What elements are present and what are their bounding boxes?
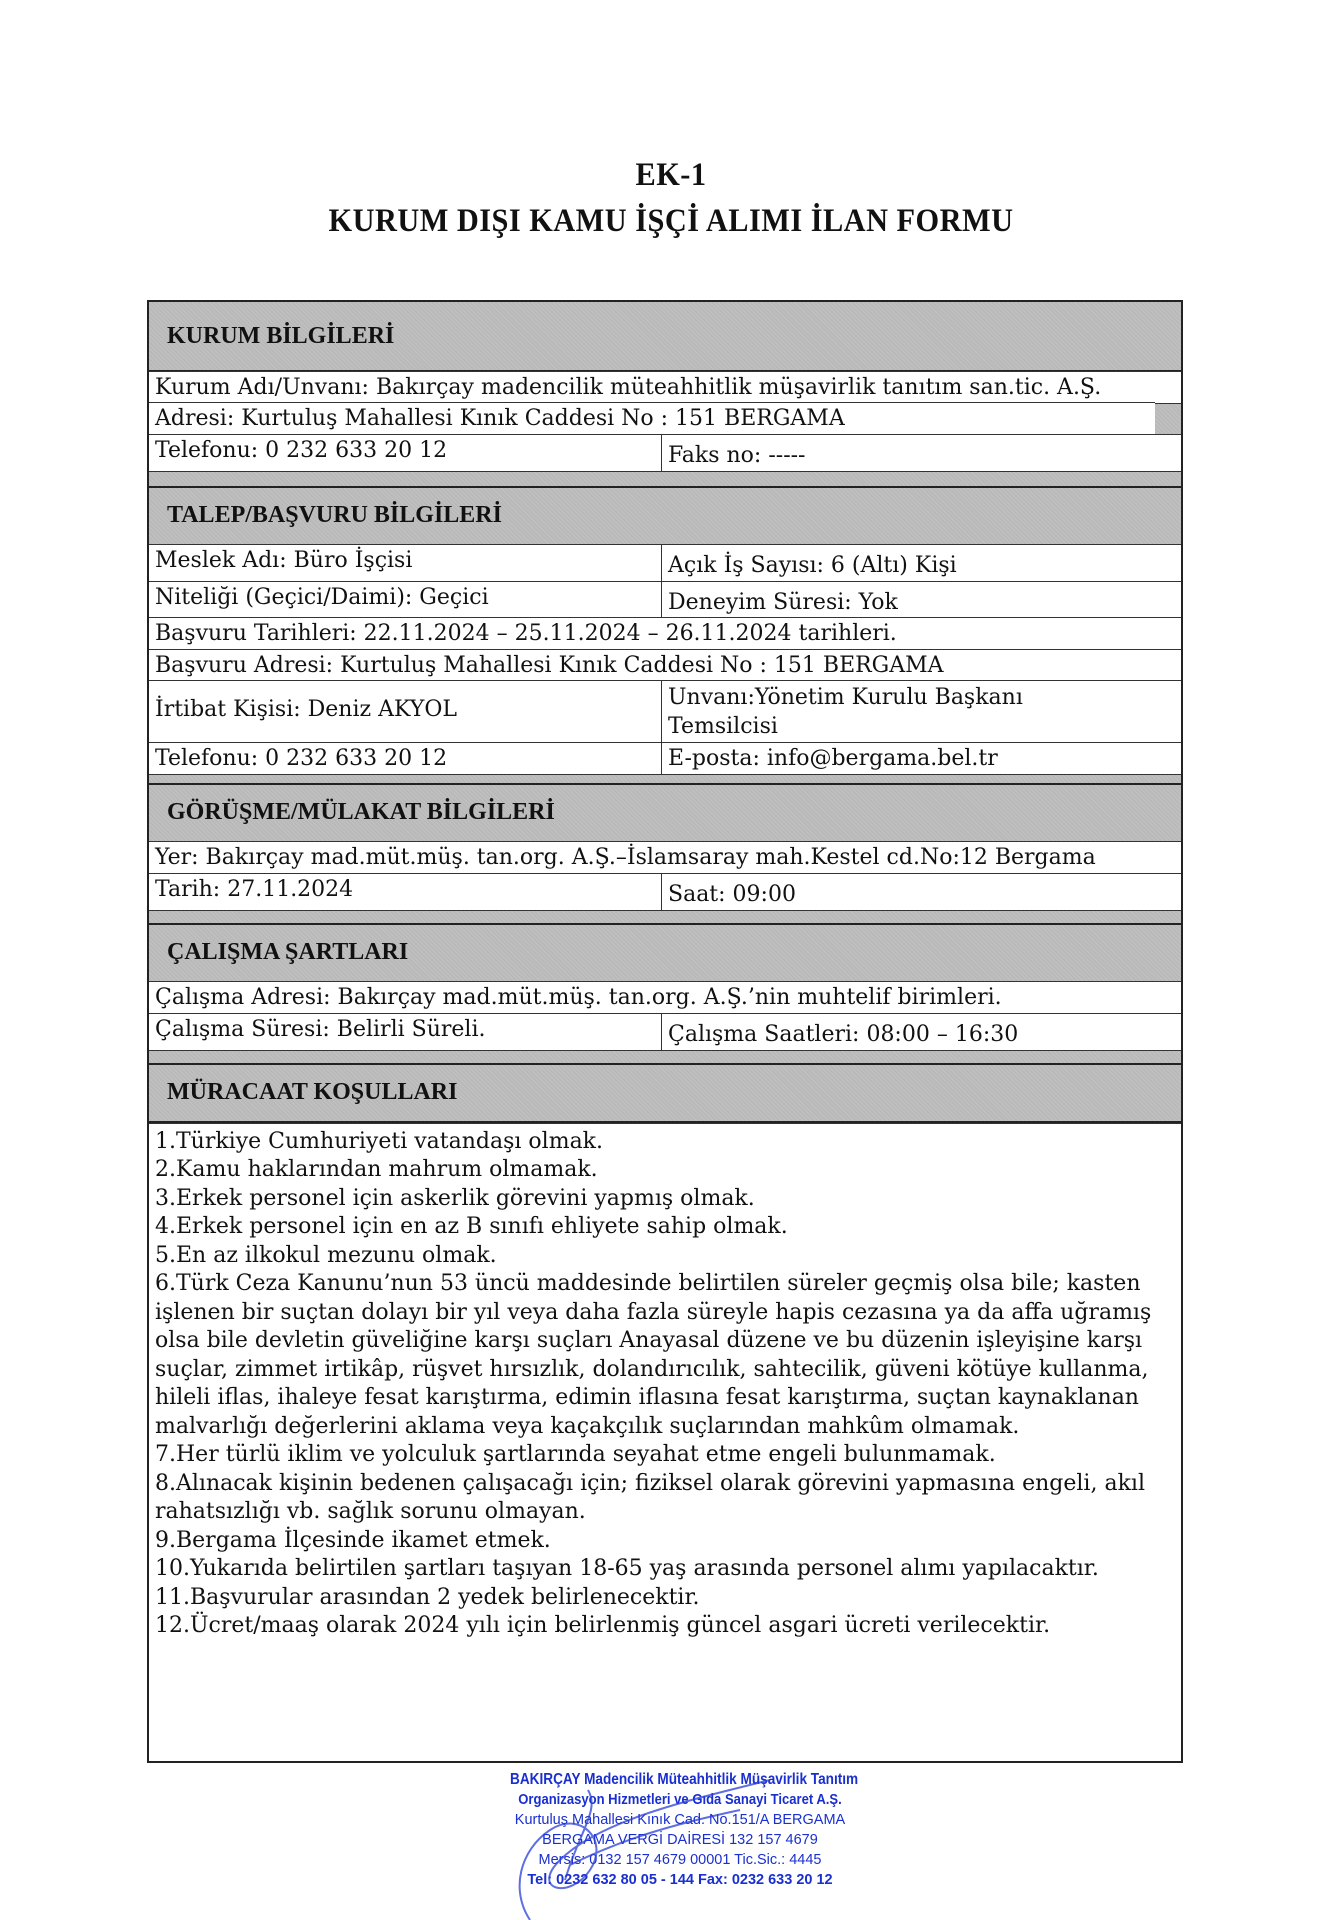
kurum-phone: Telefonu: 0 232 633 20 12 [149, 435, 662, 471]
contact-phone: Telefonu: 0 232 633 20 12 [149, 743, 662, 774]
condition-item: 3.Erkek personel için askerlik görevini yapmış olmak. [155, 1185, 755, 1211]
row-dates [149, 617, 1181, 650]
work-duration: Çalışma Süresi: Belirli Süreli. [149, 1014, 662, 1050]
condition-item: 7.Her türlü iklim ve yolculuk şartlarında seyahat etme engeli bulunmamak. [155, 1442, 996, 1467]
application-address: Başvuru Adresi: Kurtuluş Mahallesi Kınık Caddesi No : 151 BERGAMA [155, 652, 944, 678]
interview-date: Tarih: 27.11.2024 [149, 874, 662, 910]
section-muracaat [149, 1123, 1181, 1761]
row-nature [149, 581, 1181, 619]
kurum-fax: Faks no: ----- [668, 442, 806, 468]
row-interview-datetime [149, 873, 1181, 911]
section-kurum [149, 371, 1181, 486]
section-header-kurum: KURUM BİLGİLERİ [149, 302, 1181, 372]
section-talep [149, 544, 1181, 783]
section-header-talep: TALEP/BAŞVURU BİLGİLERİ [149, 486, 1181, 546]
condition-item: 1.Türkiye Cumhuriyeti vatandaşı olmak. [155, 1128, 604, 1154]
stamp-line-company-2: Organizasyon Hizmetleri ve Gıda Sanayi Ticaret A.Ş. [518, 1792, 842, 1808]
stamp-line-tax-office: BERGAMA VERGİ DAİRESİ 132 157 4679 [542, 1832, 818, 1848]
row-contact-person [149, 680, 1181, 743]
stamp-line-address: Kurtuluş Mahallesi Kınık Cad. No.151/A BERGAMA [514, 1812, 846, 1828]
condition-item: 11.Başvurular arasından 2 yedek belirlenecektir. [155, 1584, 700, 1610]
row-occupation [149, 544, 1181, 582]
stamp-line-company: BAKIRÇAY Madencilik Müteahhitlik Müşavirlik Tanıtım [510, 1771, 859, 1788]
document-title-block [0, 152, 1342, 244]
row-interview-place [149, 841, 1181, 874]
annex-label: EK-1 [635, 157, 707, 193]
condition-item: 10.Yukarıda belirtilen şartları taşıyan 18-65 yaş arasında personel alımı yapılacaktır. [155, 1556, 1099, 1581]
condition-item: 9.Bergama İlçesinde ikamet etmek. [155, 1527, 551, 1553]
work-hours: Çalışma Saatleri: 08:00 – 16:30 [668, 1021, 1019, 1047]
section-header-muracaat: MÜRACAAT KOŞULLARI [149, 1063, 1181, 1123]
open-positions: Açık İş Sayısı: 6 (Altı) Kişi [668, 553, 957, 578]
contact-title: Unvanı:Yönetim Kurulu Başkanı Temsilcisi [668, 685, 1023, 739]
application-dates: Başvuru Tarihleri: 22.11.2024 – 25.11.2024 – 26.11.2024 tarihleri. [155, 621, 897, 646]
section-header-calisma: ÇALIŞMA ŞARTLARI [149, 923, 1181, 983]
contact-person: İrtibat Kişisi: Deniz AKYOL [149, 681, 662, 742]
signature-stroke [520, 1780, 770, 1920]
experience: Deneyim Süresi: Yok [668, 589, 898, 615]
interview-time: Saat: 09:00 [668, 881, 796, 907]
section-calisma [149, 981, 1181, 1063]
page-title: KURUM DIŞI KAMU İŞÇİ ALIMI İLAN FORMU [328, 203, 1014, 239]
stamp-line-mersis: Mersis: 0132 157 4679 00001 Tic.Sic.: 4445 [538, 1852, 822, 1868]
condition-item: 8.Alınacak kişinin bedenen çalışacağı için; fiziksel olarak görevini yapmasına engeli, akıl rahatsızlığı vb. sağlık sorunu olmayan. [155, 1470, 1145, 1524]
job-posting-form [147, 300, 1183, 1763]
row-work-duration [149, 1013, 1181, 1051]
kurum-name: Kurum Adı/Unvanı: Bakırçay madencilik müteahhitlik müşavirlik tanıtım san.tic. A.Ş. [155, 374, 1102, 400]
row-kurum-contact [149, 434, 1181, 472]
condition-item: 4.Erkek personel için en az B sınıfı ehliyete sahip olmak. [155, 1214, 788, 1239]
condition-item: 12.Ücret/maaş olarak 2024 yılı için belirlenmiş güncel asgari ücreti verilecektir. [155, 1613, 1051, 1638]
interview-place: Yer: Bakırçay mad.müt.müş. tan.org. A.Ş.–İslamsaray mah.Kestel cd.No:12 Bergama [155, 845, 1096, 870]
row-kurum-address [149, 402, 1155, 435]
signature-mark [470, 1770, 830, 1920]
row-kurum-name [149, 371, 1181, 404]
occupation: Meslek Adı: Büro İşçisi [149, 545, 662, 581]
condition-item: 6.Türk Ceza Kanunu’nun 53 üncü maddesinde belirtilen süreler geçmiş olsa bile; kasten işlenen bir suçtan dolayı bir yıl veya daha fazla süreyle hapis cezasına ya da affa uğramış olsa bile devletin güveliğine karşı suçları Anayasal düzene ve bu düzenin işleyişine karşı suçlar, zimmet irtikâp, rüşvet hırsızlık, dolandırıcılık, sahtecilik, güveni kötüye kullanma, hileli iflas, ihaleye fesat karıştırma, edimin iflasına fesat karıştırma, suçtan kaynaklanan malvarlığı değerlerini aklama veya kaçakçılık suçlarından mahkûm olmamak. [155, 1271, 1152, 1439]
stamp-line-phone: Tel: 0232 632 80 05 - 144 Fax: 0232 633 20 12 [527, 1872, 833, 1888]
row-contact-phone [149, 742, 1181, 775]
row-work-address [149, 981, 1181, 1014]
work-address: Çalışma Adresi: Bakırçay mad.müt.müş. tan.org. A.Ş.’nin muhtelif birimleri. [155, 985, 1002, 1010]
contact-email: E-posta: info@bergama.bel.tr [668, 745, 998, 771]
condition-item: 5.En az ilkokul mezunu olmak. [155, 1242, 497, 1268]
section-gorusme [149, 841, 1181, 923]
section-header-gorusme: GÖRÜŞME/MÜLAKAT BİLGİLERİ [149, 783, 1181, 843]
condition-item: 2.Kamu haklarından mahrum olmamak. [155, 1157, 598, 1182]
row-application-address [149, 649, 1181, 682]
nature: Niteliği (Geçici/Daimi): Geçici [149, 582, 662, 618]
kurum-address: Adresi: Kurtuluş Mahallesi Kınık Caddesi No : 151 BERGAMA [155, 406, 845, 431]
